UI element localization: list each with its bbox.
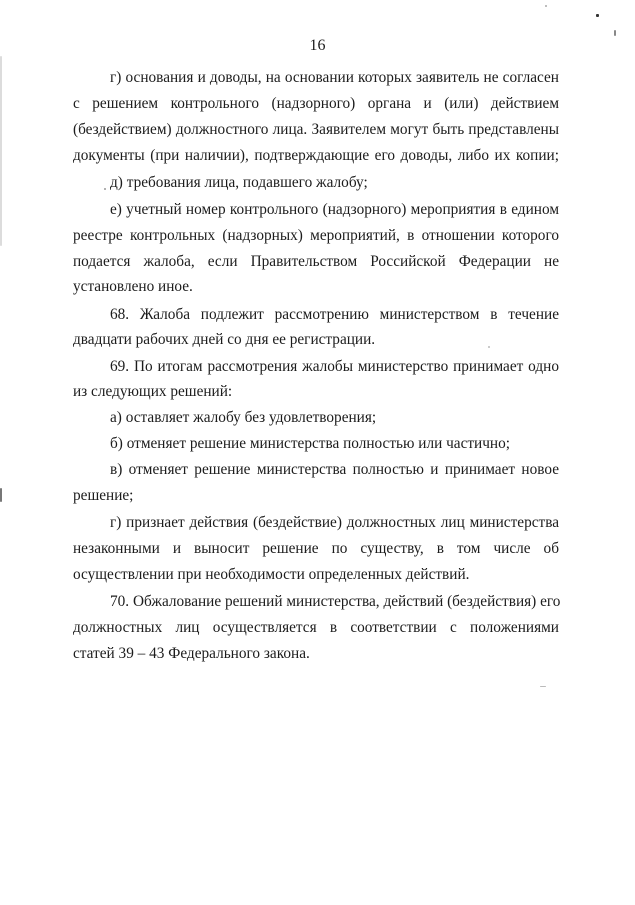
text-line: должностных лиц осуществляется в соответствии с положениями <box>73 619 559 636</box>
scan-speck <box>545 5 547 7</box>
text-line: 70. Обжалование решений министерства, действий (бездействия) его <box>110 593 561 610</box>
scan-speck <box>104 188 106 190</box>
text-line: 68. Жалоба подлежит рассмотрению министерством в течение <box>110 306 559 323</box>
text-line: б) отменяет решение министерства полностью или частично; <box>110 435 511 452</box>
text-line: осуществлении при необходимости определенных действий. <box>73 566 470 583</box>
text-line: 69. По итогам рассмотрения жалобы министерство принимает одно <box>110 358 559 375</box>
text-line: г) признает действия (бездействие) должностных лиц министерства <box>110 514 559 531</box>
text-line: незаконными и выносит решение по существу, в том числе об <box>73 540 559 557</box>
scan-speck <box>596 14 599 17</box>
scan-speck <box>488 346 490 348</box>
text-line: подается жалоба, если Правительством Российской Федерации не <box>73 253 559 270</box>
text-line: д) требования лица, подавшего жалобу; <box>110 174 368 191</box>
text-line: установлено иное. <box>73 278 193 295</box>
text-line: реестре контрольных (надзорных) мероприятий, в отношении которого <box>73 227 559 244</box>
text-line: (бездействием) должностного лица. Заявителем могут быть представлены <box>73 121 559 138</box>
text-line: из следующих решений: <box>73 383 233 400</box>
page-number: 16 <box>309 37 326 54</box>
text-line: двадцати рабочих дней со дня ее регистрации. <box>73 331 376 348</box>
text-line: е) учетный номер контрольного (надзорного) мероприятия в едином <box>110 201 559 218</box>
text-line: г) основания и доводы, на основании которых заявитель не согласен <box>110 69 559 86</box>
scan-edge-mark <box>0 488 2 502</box>
text-line: решение; <box>73 487 134 504</box>
text-line: статей 39 – 43 Федерального закона. <box>73 645 310 662</box>
text-line: документы (при наличии), подтверждающие его доводы, либо их копии; <box>73 147 559 164</box>
scan-speck <box>540 686 546 687</box>
scan-speck <box>614 30 616 36</box>
scan-edge-mark <box>0 56 2 246</box>
text-line: а) оставляет жалобу без удовлетворения; <box>110 409 377 426</box>
text-line: в) отменяет решение министерства полностью и принимает новое <box>110 461 559 478</box>
text-line: с решением контрольного (надзорного) органа и (или) действием <box>73 95 559 112</box>
